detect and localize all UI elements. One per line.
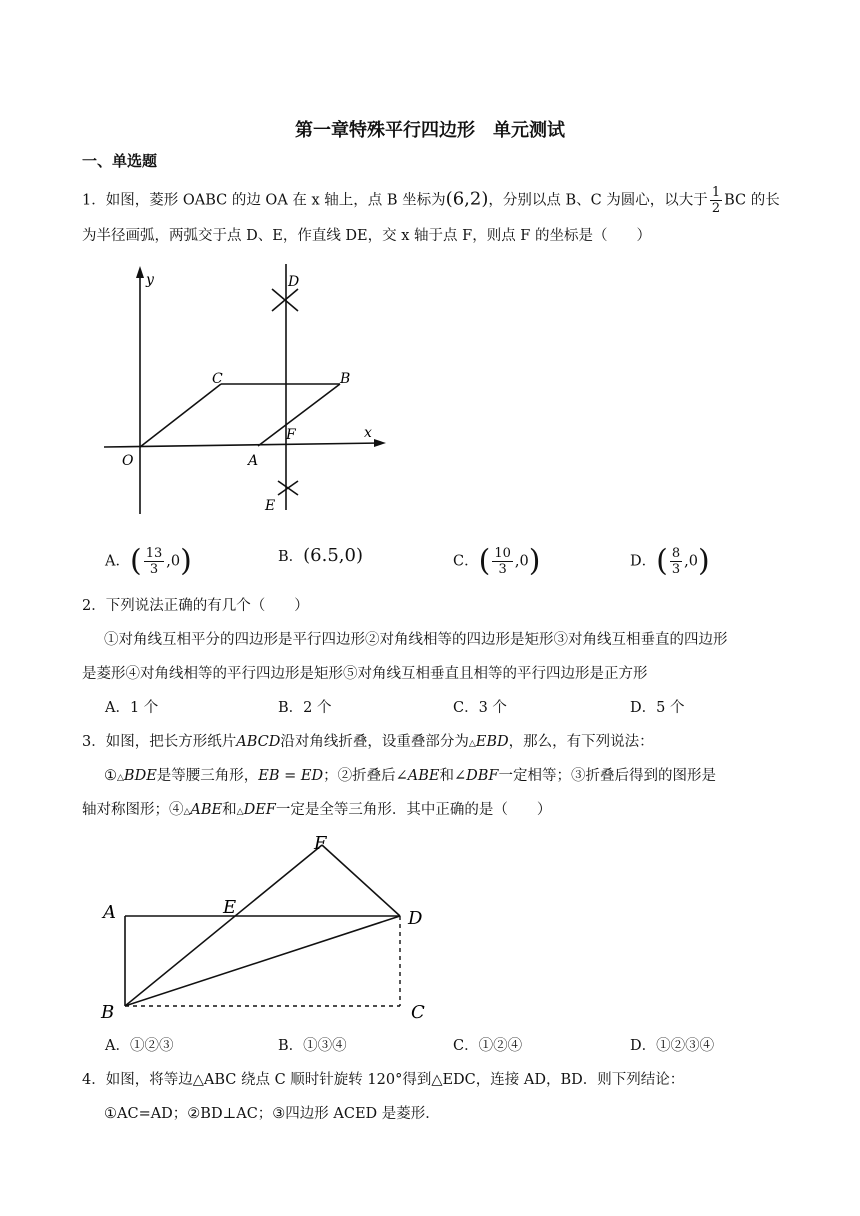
q3-abcd: ABCD: [236, 734, 281, 750]
q3-stem: [82, 732, 654, 754]
q1-option-d-num: 8: [671, 546, 681, 561]
q3-line1-e: 一定相等；③折叠后得到的图形是: [498, 768, 716, 784]
q1-option-a-num: 13: [145, 546, 163, 561]
q1-stem-part-b: ，分别以点 B、C 为圆心，以大于: [488, 192, 708, 209]
q2-option-b[interactable]: B．2 个: [278, 700, 332, 716]
q3-figure: [95, 828, 440, 1028]
q1-point-b: (6,2): [445, 188, 489, 210]
q1-option-a-rest: ,0: [166, 553, 181, 570]
q3-abe-tri: ABE: [190, 802, 223, 818]
q1-label-e: E: [265, 498, 276, 514]
q3-diagonal-bd: [125, 916, 400, 1006]
q3-line2-b: 和: [222, 802, 237, 818]
q1-option-c-num: 10: [494, 546, 511, 561]
q1-half-den: 2: [711, 201, 721, 216]
q3-abe-angle: ABE: [407, 768, 440, 784]
q1-x-arrow: [374, 439, 386, 447]
q1-option-d-letter: D．: [630, 553, 657, 570]
q2-option-d[interactable]: D．5 个: [630, 700, 685, 716]
q3-edge-fd: [322, 845, 400, 916]
q1-label-c: C: [212, 371, 223, 387]
q3-line1: [104, 766, 716, 788]
q3-option-d[interactable]: D．①②③④: [630, 1038, 715, 1054]
q3-line1-b: 是等腰三角形，: [156, 768, 259, 784]
q1-figure: [100, 262, 390, 517]
q2-stem: 2．下列说法正确的有几个（ ）: [82, 598, 309, 614]
q1-option-b[interactable]: [278, 546, 363, 567]
section-heading: 一、单选题: [82, 152, 158, 170]
q3-label-e: E: [223, 897, 237, 918]
q2-option-c[interactable]: C．3 个: [453, 700, 507, 716]
q3-label-f: F: [314, 833, 327, 854]
q3-option-a[interactable]: A．①②③: [105, 1038, 174, 1054]
q3-triangle-icon: △: [183, 807, 191, 817]
q3-label-c: C: [411, 1002, 425, 1023]
q1-option-d-rest: ,0: [684, 553, 698, 570]
q1-option-b-text: (6.5,0): [303, 545, 364, 566]
q1-option-b-letter: B．: [278, 549, 304, 565]
q3-bde: BDE: [123, 768, 157, 784]
q1-label-y: y: [146, 272, 154, 288]
q3-label-a: A: [103, 902, 116, 923]
q3-angle-icon: ∠: [395, 768, 408, 784]
q2-line2: 是菱形④对角线相等的平行四边形是矩形⑤对角线互相垂直且相等的平行四边形是正方形: [82, 666, 648, 682]
q1-option-a-letter: A．: [105, 553, 130, 570]
q3-label-b: B: [101, 1002, 115, 1023]
q1-half-fraction: [710, 185, 722, 216]
q1-option-a[interactable]: A．( $\frac{13}{3}$ ,0): [105, 543, 192, 579]
q1-option-c-den: 3: [498, 562, 507, 577]
q1-stem-part-a: 1．如图，菱形 OABC 的边 OA 在 x 轴上，点 B 坐标为: [82, 192, 446, 209]
q3-line1-d: 和: [439, 768, 454, 784]
q1-option-c-letter: C．: [453, 553, 479, 570]
q3-dbf-angle: DBF: [466, 768, 499, 784]
q3-option-b[interactable]: B．①③④: [278, 1038, 347, 1054]
q1-edge-ba: [258, 384, 340, 446]
q1-option-c[interactable]: C．( $\frac{10}{3}$ ,0): [453, 543, 541, 579]
q1-label-f: F: [286, 427, 296, 443]
q3-line2: [82, 800, 551, 822]
q1-option-d-den: 3: [671, 562, 681, 577]
q1-label-o: O: [122, 453, 134, 469]
q2-option-a[interactable]: A．1 个: [105, 700, 159, 716]
q3-stem-a: 3．如图，把长方形纸片: [82, 734, 237, 750]
q3-ebd: EBD: [475, 734, 509, 750]
q3-stem-b: 沿对角线折叠，设重叠部分为: [280, 734, 469, 750]
q1-stem-line1: [82, 185, 780, 216]
q1-label-d: D: [288, 274, 300, 290]
q3-label-d: D: [408, 908, 423, 929]
q4-stem: 4．如图，将等边△ABC 绕点 C 顺时针旋转 120°得到△EDC，连接 AD，BD．则下列结论：: [82, 1072, 685, 1088]
q2-line1: ①对角线互相平分的四边形是平行四边形②对角线相等的四边形是矩形③对角线互相垂直的四边形: [104, 632, 728, 648]
q3-eb-ed: EB = ED: [258, 768, 324, 784]
q3-line1-c: ；②折叠后: [323, 768, 396, 784]
page-title: 第一章特殊平行四边形 单元测试: [295, 120, 565, 141]
q3-option-c[interactable]: C．①②④: [453, 1038, 523, 1054]
q3-triangle-icon: △: [236, 807, 244, 817]
q1-edge-oc: [140, 384, 221, 447]
q1-label-a: A: [248, 453, 259, 469]
q3-line2-c: 一定是全等三角形．其中正确的是（ ）: [275, 802, 552, 818]
q1-stem-part-c: BC 的长: [724, 192, 780, 209]
q3-edge-bf: [125, 845, 322, 1006]
q3-angle-icon: ∠: [454, 768, 467, 784]
q1-stem-line2: 为半径画弧，两弧交于点 D、E，作直线 DE，交 x 轴于点 F，则点 F 的坐标是（ ）: [82, 228, 651, 244]
q1-half-num: 1: [711, 185, 721, 200]
q1-option-a-den: 3: [149, 562, 159, 577]
q1-option-d[interactable]: D．( $\frac{8}{3}$ ,0): [630, 543, 710, 579]
q3-stem-c: ，那么，有下列说法：: [508, 734, 654, 750]
q3-def-tri: DEF: [243, 802, 276, 818]
q3-triangle-icon: △: [117, 773, 124, 783]
q1-y-arrow: [136, 266, 144, 278]
q3-line1-a: ①: [104, 768, 117, 784]
q4-line1: ①AC=AD；②BD⊥AC；③四边形 ACED 是菱形．: [104, 1106, 440, 1122]
q3-line2-a: 轴对称图形；④: [82, 802, 184, 818]
q1-x-axis: [104, 443, 382, 447]
q3-triangle-icon: △: [468, 739, 476, 749]
q1-option-c-rest: ,0: [514, 553, 529, 570]
q1-label-b: B: [340, 371, 351, 387]
q1-label-x: x: [364, 425, 372, 441]
